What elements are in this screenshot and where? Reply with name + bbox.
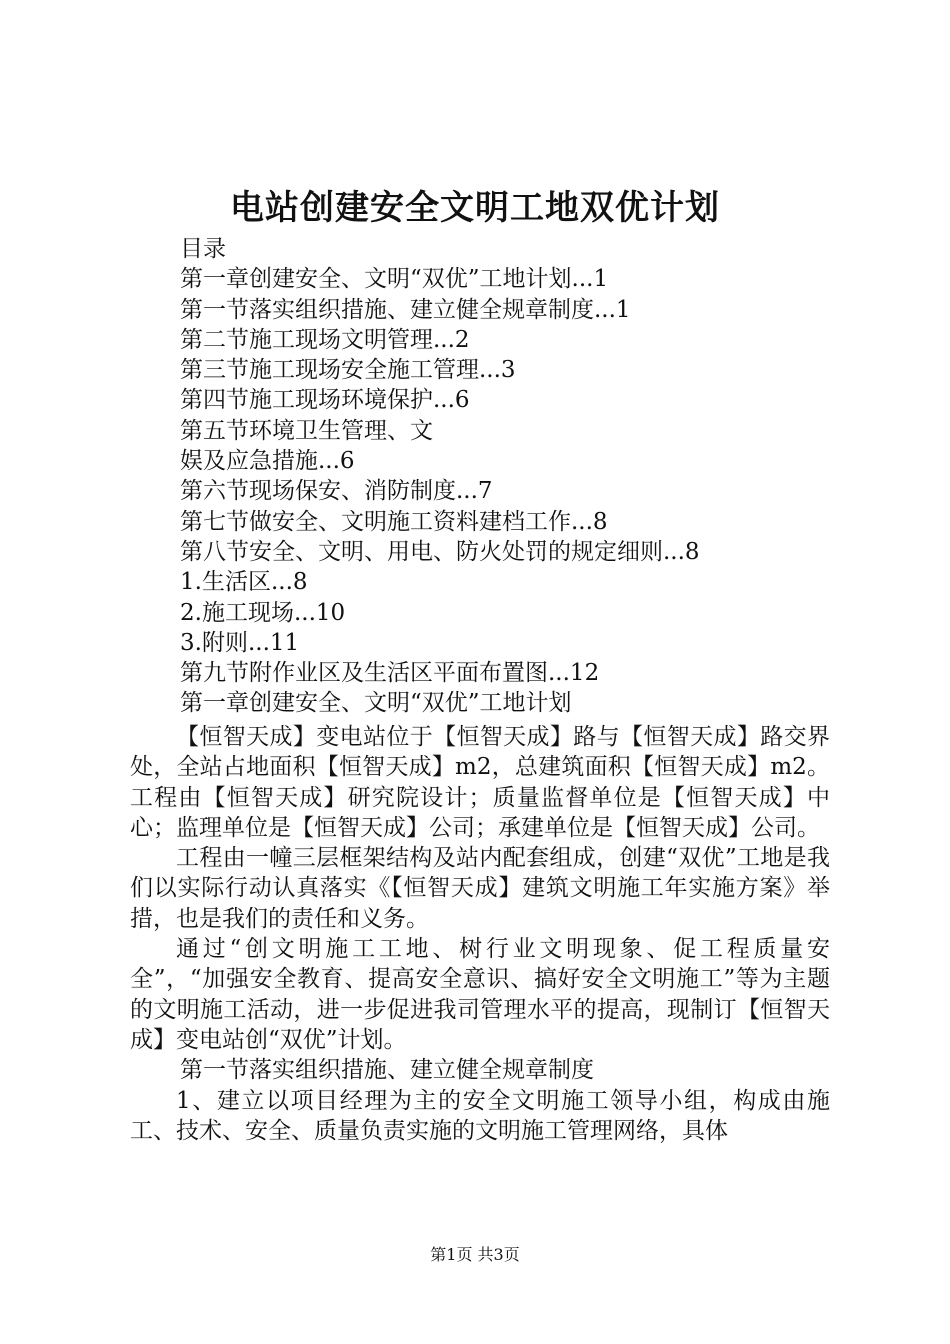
section-heading: 第一节落实组织措施、建立健全规章制度 [180,1057,594,1084]
toc-entry: 第九节附作业区及生活区平面布置图...12 [180,660,600,687]
toc-entry: 3.附则...11 [180,629,300,656]
document-body [130,722,830,1146]
toc-heading: 目录 [180,236,226,262]
body-paragraph: 工程由一幢三层框架结构及站内配套组成，创建“双优”工地是我们以实际行动认真落实《【恒智天成】建筑文明施工年实施方案》举措，也是我们的责任和义务。 [130,845,830,932]
body-paragraph: 通过“创文明施工工地、树行业文明现象、促工程质量安全”，“加强安全教育、提高安全意识、搞好安全文明施工”等为主题的文明施工活动，进一步促进我司管理水平的提高，现制订【恒智天成】变电站创“双优”计划。 [130,936,830,1053]
toc-entry: 1.生活区...8 [180,569,308,596]
body-paragraph: 【恒智天成】变电站位于【恒智天成】路与【恒智天成】路交界处，全站占地面积【恒智天成】m2，总建筑面积【恒智天成】m2。工程由【恒智天成】研究院设计；质量监督单位是【恒智天成】中心；监理单位是【恒智天成】公司；承建单位是【恒智天成】公司。 [130,724,830,841]
toc-entry: 第三节施工现场安全施工管理...3 [180,357,516,384]
toc-entry: 第八节安全、文明、用电、防火处罚的规定细则...8 [180,538,700,565]
page-footer: 第1页 共3页 [430,1245,520,1264]
toc-entry: 第一章创建安全、文明“双优”工地计划...1 [180,266,609,293]
toc-entry: 第四节施工现场环境保护...6 [180,387,470,414]
toc-entry: 第五节环境卫生管理、文 [180,417,433,444]
toc-entry: 2.施工现场...10 [180,599,346,626]
toc-entry: 第七节做安全、文明施工资料建档工作...8 [180,508,608,535]
toc-entry: 第一节落实组织措施、建立健全规章制度...1 [180,296,631,323]
table-of-contents [180,234,860,719]
document-title: 电站创建安全文明工地双优计划 [230,188,720,228]
body-paragraph: 1、建立以项目经理为主的安全文明施工领导小组，构成由施工、技术、安全、质量负责实施的文明施工管理网络，具体 [130,1087,830,1144]
chapter-heading: 第一章创建安全、文明“双优”工地计划 [180,690,572,717]
toc-entry: 第二节施工现场文明管理...2 [180,326,470,353]
toc-entry: 娱及应急措施...6 [180,448,355,475]
toc-entry: 第六节现场保安、消防制度...7 [180,478,493,505]
